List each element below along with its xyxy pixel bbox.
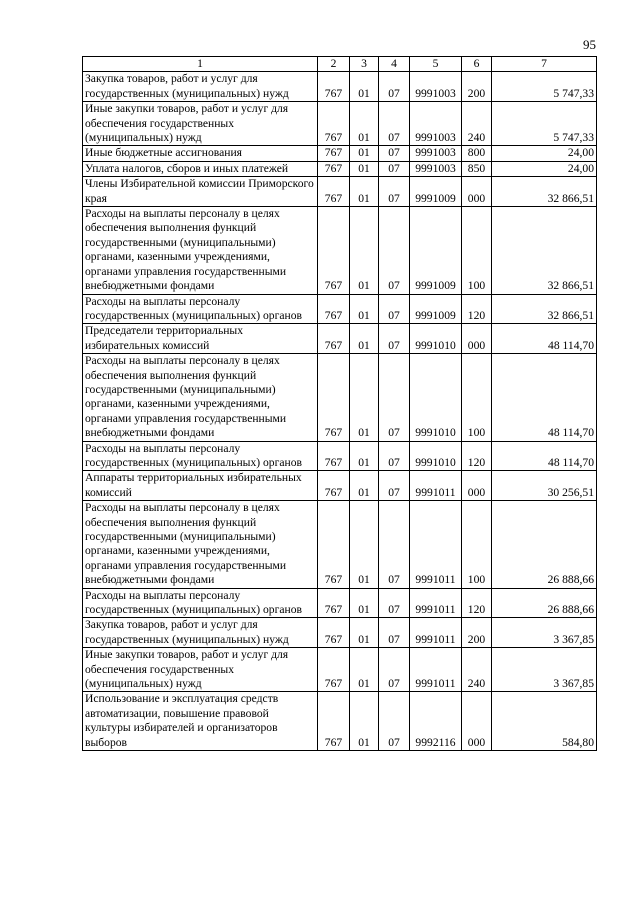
- table-row: [83, 648, 597, 692]
- row-ved: 767: [318, 648, 350, 692]
- row-sum: 584,80: [492, 692, 597, 751]
- row-ved: 767: [318, 471, 350, 501]
- table-row: [83, 501, 597, 588]
- row-ved: 767: [318, 72, 350, 102]
- table-row: [83, 146, 597, 161]
- row-sum: 3 367,85: [492, 648, 597, 692]
- row-csr: 9991011: [410, 618, 462, 648]
- row-vr: 240: [462, 102, 492, 146]
- row-name: Иные закупки товаров, работ и услуг для обеспечения государственных (муниципальных) нужд: [83, 102, 318, 146]
- row-csr: 9991010: [410, 441, 462, 471]
- row-name: Расходы на выплаты персоналу в целях обеспечения выполнения функций государственными (муниципальными) органами, казенными учреждениями, органами управления государственными внебюджетными фондами: [83, 354, 318, 441]
- row-vr: 000: [462, 177, 492, 207]
- table-row: [83, 102, 597, 146]
- row-vr: 850: [462, 161, 492, 176]
- table-row: [83, 354, 597, 441]
- row-name: Аппараты территориальных избирательных комиссий: [83, 471, 318, 501]
- row-ved: 767: [318, 161, 350, 176]
- row-name: Расходы на выплаты персоналу в целях обеспечения выполнения функций государственными (муниципальными) органами, казенными учреждениями, органами управления государственными внебюджетными фондами: [83, 207, 318, 294]
- row-rz: 01: [350, 324, 379, 354]
- row-csr: 9992116: [410, 692, 462, 751]
- row-rz: 01: [350, 207, 379, 294]
- row-ved: 767: [318, 618, 350, 648]
- row-pr: 07: [379, 471, 410, 501]
- table-row: [83, 324, 597, 354]
- row-ved: 767: [318, 588, 350, 618]
- row-csr: 9991003: [410, 72, 462, 102]
- row-pr: 07: [379, 72, 410, 102]
- row-name: Использование и эксплуатация средств автоматизации, повышение правовой культуры избирателей и организаторов выборов: [83, 692, 318, 751]
- row-ved: 767: [318, 354, 350, 441]
- table-row: [83, 588, 597, 618]
- row-ved: 767: [318, 324, 350, 354]
- row-rz: 01: [350, 471, 379, 501]
- column-header-vr: 6: [462, 57, 492, 72]
- row-sum: 30 256,51: [492, 471, 597, 501]
- table-row: [83, 618, 597, 648]
- row-pr: 07: [379, 441, 410, 471]
- row-rz: 01: [350, 501, 379, 588]
- row-name: Расходы на выплаты персоналу государственных (муниципальных) органов: [83, 294, 318, 324]
- table-row: [83, 471, 597, 501]
- row-rz: 01: [350, 72, 379, 102]
- row-pr: 07: [379, 692, 410, 751]
- row-ved: 767: [318, 207, 350, 294]
- row-ved: 767: [318, 501, 350, 588]
- row-sum: 26 888,66: [492, 588, 597, 618]
- row-vr: 000: [462, 324, 492, 354]
- row-csr: 9991009: [410, 177, 462, 207]
- row-rz: 01: [350, 102, 379, 146]
- row-sum: 32 866,51: [492, 207, 597, 294]
- table-row: [83, 177, 597, 207]
- row-pr: 07: [379, 294, 410, 324]
- row-name: Расходы на выплаты персоналу государственных (муниципальных) органов: [83, 441, 318, 471]
- row-rz: 01: [350, 618, 379, 648]
- row-vr: 100: [462, 354, 492, 441]
- table-row: [83, 294, 597, 324]
- row-rz: 01: [350, 161, 379, 176]
- table-row: [83, 207, 597, 294]
- row-vr: 000: [462, 692, 492, 751]
- row-vr: 200: [462, 72, 492, 102]
- row-pr: 07: [379, 354, 410, 441]
- row-pr: 07: [379, 146, 410, 161]
- row-name: Иные закупки товаров, работ и услуг для обеспечения государственных (муниципальных) нужд: [83, 648, 318, 692]
- row-csr: 9991003: [410, 146, 462, 161]
- row-vr: 100: [462, 501, 492, 588]
- row-ved: 767: [318, 441, 350, 471]
- row-rz: 01: [350, 177, 379, 207]
- row-csr: 9991003: [410, 161, 462, 176]
- row-sum: 32 866,51: [492, 177, 597, 207]
- row-csr: 9991009: [410, 207, 462, 294]
- row-vr: 100: [462, 207, 492, 294]
- row-sum: 48 114,70: [492, 324, 597, 354]
- row-name: Расходы на выплаты персоналу в целях обеспечения выполнения функций государственными (муниципальными) органами, казенными учреждениями, органами управления государственными внебюджетными фондами: [83, 501, 318, 588]
- row-pr: 07: [379, 588, 410, 618]
- column-header-ved: 2: [318, 57, 350, 72]
- row-csr: 9991011: [410, 471, 462, 501]
- row-vr: 120: [462, 294, 492, 324]
- column-header-name: 1: [83, 57, 318, 72]
- row-vr: 000: [462, 471, 492, 501]
- row-name: Расходы на выплаты персоналу государственных (муниципальных) органов: [83, 588, 318, 618]
- column-header-sum: 7: [492, 57, 597, 72]
- table-row: [83, 441, 597, 471]
- row-sum: 24,00: [492, 146, 597, 161]
- row-pr: 07: [379, 501, 410, 588]
- row-pr: 07: [379, 102, 410, 146]
- row-sum: 5 747,33: [492, 72, 597, 102]
- row-pr: 07: [379, 177, 410, 207]
- row-pr: 07: [379, 161, 410, 176]
- column-header-rz: 3: [350, 57, 379, 72]
- row-vr: 240: [462, 648, 492, 692]
- row-vr: 120: [462, 441, 492, 471]
- row-pr: 07: [379, 618, 410, 648]
- row-vr: 120: [462, 588, 492, 618]
- table-row: [83, 72, 597, 102]
- row-vr: 800: [462, 146, 492, 161]
- row-pr: 07: [379, 648, 410, 692]
- table-row: [83, 692, 597, 751]
- row-sum: 32 866,51: [492, 294, 597, 324]
- row-name: Закупка товаров, работ и услуг для государственных (муниципальных) нужд: [83, 72, 318, 102]
- row-ved: 767: [318, 177, 350, 207]
- row-rz: 01: [350, 648, 379, 692]
- row-csr: 9991011: [410, 588, 462, 618]
- row-csr: 9991003: [410, 102, 462, 146]
- column-header-pr: 4: [379, 57, 410, 72]
- row-pr: 07: [379, 207, 410, 294]
- row-rz: 01: [350, 294, 379, 324]
- row-csr: 9991011: [410, 501, 462, 588]
- row-rz: 01: [350, 354, 379, 441]
- row-rz: 01: [350, 588, 379, 618]
- row-sum: 24,00: [492, 161, 597, 176]
- row-pr: 07: [379, 324, 410, 354]
- row-sum: 5 747,33: [492, 102, 597, 146]
- row-rz: 01: [350, 441, 379, 471]
- row-name: Председатели территориальных избирательных комиссий: [83, 324, 318, 354]
- row-sum: 48 114,70: [492, 354, 597, 441]
- row-rz: 01: [350, 692, 379, 751]
- row-ved: 767: [318, 146, 350, 161]
- row-name: Закупка товаров, работ и услуг для государственных (муниципальных) нужд: [83, 618, 318, 648]
- row-vr: 200: [462, 618, 492, 648]
- row-ved: 767: [318, 692, 350, 751]
- row-csr: 9991010: [410, 354, 462, 441]
- row-rz: 01: [350, 146, 379, 161]
- row-csr: 9991009: [410, 294, 462, 324]
- row-name: Иные бюджетные ассигнования: [83, 146, 318, 161]
- row-ved: 767: [318, 102, 350, 146]
- row-name: Уплата налогов, сборов и иных платежей: [83, 161, 318, 176]
- row-sum: 3 367,85: [492, 618, 597, 648]
- page-number: 95: [583, 37, 596, 52]
- table-header-row: [83, 57, 597, 72]
- row-ved: 767: [318, 294, 350, 324]
- row-name: Члены Избирательной комиссии Приморского края: [83, 177, 318, 207]
- column-header-csr: 5: [410, 57, 462, 72]
- row-csr: 9991010: [410, 324, 462, 354]
- budget-table: [82, 56, 597, 751]
- table-row: [83, 161, 597, 176]
- row-sum: 26 888,66: [492, 501, 597, 588]
- row-csr: 9991011: [410, 648, 462, 692]
- row-sum: 48 114,70: [492, 441, 597, 471]
